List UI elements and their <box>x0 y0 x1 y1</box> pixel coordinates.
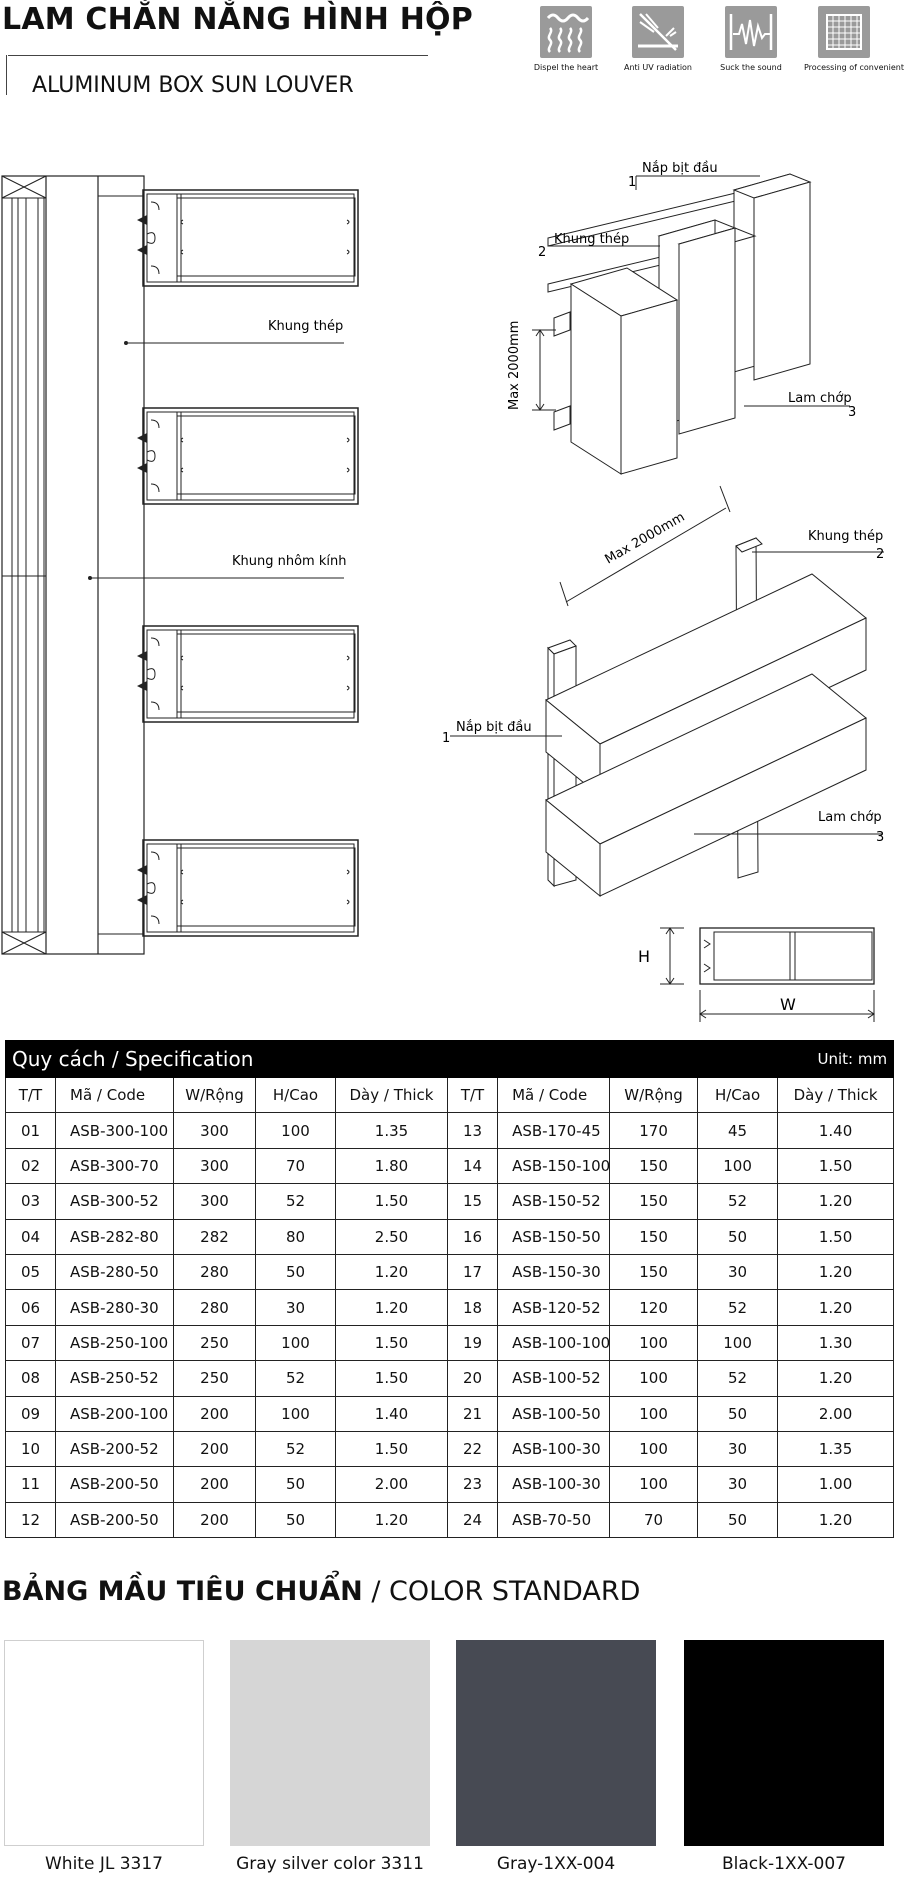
table-cell: 17 <box>448 1254 498 1289</box>
table-cell: 100 <box>610 1467 698 1502</box>
swatch-gray-silver <box>230 1640 430 1846</box>
sound-wave-icon <box>725 6 777 58</box>
table-cell: 100 <box>610 1431 698 1466</box>
table-cell: 300 <box>174 1184 256 1219</box>
table-cell: 1.40 <box>336 1396 448 1431</box>
callout-steel-frame-bottom: Khung thép <box>808 529 884 544</box>
table-cell: 05 <box>6 1254 56 1289</box>
table-cell: 1.20 <box>778 1254 894 1289</box>
callout-num-2: 2 <box>538 245 547 260</box>
table-cell: 14 <box>448 1148 498 1183</box>
feature-processing <box>804 6 904 72</box>
table-cell: 52 <box>256 1431 336 1466</box>
callout-louver-bottom: Lam chớp <box>818 810 882 825</box>
table-cell: 200 <box>174 1396 256 1431</box>
table-cell: 12 <box>6 1502 56 1537</box>
table-cell: 07 <box>6 1325 56 1360</box>
table-row <box>6 1396 894 1431</box>
table-cell: 06 <box>6 1290 56 1325</box>
table-cell: 30 <box>698 1254 778 1289</box>
table-cell: 18 <box>448 1290 498 1325</box>
table-cell: 1.20 <box>336 1502 448 1537</box>
table-cell: ASB-200-50 <box>56 1502 174 1537</box>
table-cell: 1.30 <box>778 1325 894 1360</box>
callout-steel-frame: Khung thép <box>554 232 630 247</box>
table-cell: 80 <box>256 1219 336 1254</box>
column-header: T/T <box>6 1078 56 1113</box>
table-cell: ASB-280-50 <box>56 1254 174 1289</box>
table-cell: 20 <box>448 1361 498 1396</box>
table-row <box>6 1431 894 1466</box>
table-cell: 11 <box>6 1467 56 1502</box>
table-cell: 30 <box>256 1290 336 1325</box>
table-cell: 30 <box>698 1467 778 1502</box>
section-drawing <box>2 176 358 954</box>
profile-h-label: H <box>638 947 651 966</box>
table-cell: ASB-100-30 <box>498 1467 610 1502</box>
table-cell: 01 <box>6 1113 56 1148</box>
table-cell: 100 <box>610 1361 698 1396</box>
table-row <box>6 1502 894 1537</box>
table-row <box>6 1148 894 1183</box>
table-cell: 2.50 <box>336 1219 448 1254</box>
table-cell: 1.50 <box>336 1431 448 1466</box>
swatch-label: Gray-1XX-004 <box>496 1854 616 1874</box>
table-cell: 282 <box>174 1219 256 1254</box>
column-header: Mã / Code <box>56 1078 174 1113</box>
table-cell: 100 <box>698 1325 778 1360</box>
table-row <box>6 1361 894 1396</box>
table-cell: 1.50 <box>778 1219 894 1254</box>
table-row <box>6 1184 894 1219</box>
table-cell: 30 <box>698 1431 778 1466</box>
table-cell: ASB-150-52 <box>498 1184 610 1219</box>
table-cell: 100 <box>610 1396 698 1431</box>
table-cell: 50 <box>698 1396 778 1431</box>
table-cell: 1.20 <box>336 1254 448 1289</box>
table-cell: 1.50 <box>778 1148 894 1183</box>
swatch-label: Black-1XX-007 <box>722 1854 846 1874</box>
table-cell: 100 <box>698 1148 778 1183</box>
column-header: Dày / Thick <box>778 1078 894 1113</box>
table-cell: 150 <box>610 1148 698 1183</box>
profile-w-label: W <box>780 995 796 1014</box>
table-cell: 13 <box>448 1113 498 1148</box>
table-cell: ASB-100-30 <box>498 1431 610 1466</box>
swatch-black <box>684 1640 884 1846</box>
table-cell: 24 <box>448 1502 498 1537</box>
table-cell: 100 <box>256 1113 336 1148</box>
table-cell: 150 <box>610 1219 698 1254</box>
table-cell: 02 <box>6 1148 56 1183</box>
spec-title: Quy cách / Specification <box>6 1041 498 1078</box>
heat-waves-icon <box>540 6 592 58</box>
table-cell: 100 <box>256 1396 336 1431</box>
table-cell: ASB-100-50 <box>498 1396 610 1431</box>
table-cell: 1.20 <box>778 1184 894 1219</box>
table-cell: 250 <box>174 1325 256 1360</box>
table-cell: ASB-70-50 <box>498 1502 610 1537</box>
table-cell: 09 <box>6 1396 56 1431</box>
table-cell: 200 <box>174 1467 256 1502</box>
swatch-label: White JL 3317 <box>45 1854 163 1874</box>
table-cell: 250 <box>174 1361 256 1396</box>
table-cell: 1.20 <box>336 1290 448 1325</box>
table-cell: 50 <box>698 1219 778 1254</box>
feature-dispel-heat <box>526 6 606 72</box>
column-header: H/Cao <box>256 1078 336 1113</box>
table-cell: 52 <box>698 1361 778 1396</box>
table-cell: ASB-282-80 <box>56 1219 174 1254</box>
table-cell: 23 <box>448 1467 498 1502</box>
table-cell: 10 <box>6 1431 56 1466</box>
table-cell: 300 <box>174 1148 256 1183</box>
column-header: W/Rộng <box>610 1078 698 1113</box>
table-cell: 1.40 <box>778 1113 894 1148</box>
table-cell: ASB-170-45 <box>498 1113 610 1148</box>
table-cell: 1.35 <box>778 1431 894 1466</box>
label-frame-glass: Khung nhôm kính <box>232 554 347 569</box>
column-header: Dày / Thick <box>336 1078 448 1113</box>
table-row <box>6 1325 894 1360</box>
swatch-white <box>4 1640 204 1846</box>
table-cell: ASB-150-100 <box>498 1148 610 1183</box>
table-cell: 70 <box>610 1502 698 1537</box>
table-cell: 52 <box>698 1184 778 1219</box>
table-cell: 52 <box>256 1361 336 1396</box>
table-row <box>6 1254 894 1289</box>
table-cell: 1.80 <box>336 1148 448 1183</box>
swatch-label: Gray silver color 3311 <box>236 1854 424 1874</box>
feature-label: Anti UV radiation <box>623 63 693 72</box>
table-cell: 150 <box>610 1254 698 1289</box>
table-cell: 70 <box>256 1148 336 1183</box>
table-cell: ASB-300-100 <box>56 1113 174 1148</box>
table-row <box>6 1113 894 1148</box>
callout-end-cap-bottom: Nắp bịt đầu <box>456 720 532 735</box>
table-cell: 2.00 <box>778 1396 894 1431</box>
table-cell: 50 <box>256 1467 336 1502</box>
table-cell: 1.35 <box>336 1113 448 1148</box>
table-cell: 50 <box>698 1502 778 1537</box>
profile-drawing <box>638 928 874 1022</box>
table-cell: 04 <box>6 1219 56 1254</box>
feature-sound <box>711 6 791 72</box>
table-cell: 1.20 <box>778 1361 894 1396</box>
table-cell: 280 <box>174 1290 256 1325</box>
table-cell: 19 <box>448 1325 498 1360</box>
dim-max-vertical: Max 2000mm <box>507 320 522 410</box>
table-cell: ASB-100-100 <box>498 1325 610 1360</box>
table-row <box>6 1290 894 1325</box>
table-cell: 21 <box>448 1396 498 1431</box>
table-cell: ASB-200-52 <box>56 1431 174 1466</box>
table-row <box>6 1467 894 1502</box>
table-header-row <box>6 1078 894 1113</box>
spec-unit: Unit: mm <box>498 1041 894 1078</box>
technical-drawings <box>0 150 887 1040</box>
table-cell: 1.50 <box>336 1325 448 1360</box>
callout-num-3: 3 <box>848 405 857 420</box>
callout-louver: Lam chớp <box>788 391 852 406</box>
table-cell: 2.00 <box>336 1467 448 1502</box>
feature-label: Suck the sound <box>720 63 782 72</box>
iso-horizontal-drawing <box>442 486 884 896</box>
table-cell: 50 <box>256 1254 336 1289</box>
table-cell: 22 <box>448 1431 498 1466</box>
table-cell: 52 <box>256 1184 336 1219</box>
callout-num-1: 1 <box>628 175 637 190</box>
table-cell: ASB-150-30 <box>498 1254 610 1289</box>
table-cell: ASB-200-100 <box>56 1396 174 1431</box>
table-cell: 1.50 <box>336 1361 448 1396</box>
dim-max-horizontal: Max 2000mm <box>602 509 688 568</box>
table-cell: 45 <box>698 1113 778 1148</box>
table-cell: 100 <box>256 1325 336 1360</box>
table-cell: ASB-150-50 <box>498 1219 610 1254</box>
color-standard-title-rest: / COLOR STANDARD <box>362 1576 641 1607</box>
feature-label: Processing of convenient <box>804 63 904 72</box>
table-cell: ASB-120-52 <box>498 1290 610 1325</box>
color-standard-title <box>2 1576 640 1607</box>
table-cell: 1.00 <box>778 1467 894 1502</box>
table-cell: 03 <box>6 1184 56 1219</box>
table-cell: ASB-300-70 <box>56 1148 174 1183</box>
column-header: H/Cao <box>698 1078 778 1113</box>
table-cell: ASB-100-52 <box>498 1361 610 1396</box>
callout-end-cap: Nắp bịt đầu <box>642 161 718 176</box>
table-cell: 120 <box>610 1290 698 1325</box>
table-cell: 1.20 <box>778 1502 894 1537</box>
table-cell: 170 <box>610 1113 698 1148</box>
label-frame-steel: Khung thép <box>268 319 344 334</box>
column-header: Mã / Code <box>498 1078 610 1113</box>
table-cell: 1.50 <box>336 1184 448 1219</box>
title-divider-tick <box>6 55 7 95</box>
uv-shield-icon <box>632 6 684 58</box>
table-cell: ASB-250-52 <box>56 1361 174 1396</box>
table-cell: ASB-280-30 <box>56 1290 174 1325</box>
color-standard-title-bold: BẢNG MẦU TIÊU CHUẨN <box>2 1576 363 1607</box>
table-cell: 08 <box>6 1361 56 1396</box>
column-header: W/Rộng <box>174 1078 256 1113</box>
table-cell: 200 <box>174 1431 256 1466</box>
swatch-gray <box>456 1640 656 1846</box>
table-cell: 50 <box>256 1502 336 1537</box>
table-cell: 200 <box>174 1502 256 1537</box>
spec-table <box>5 1040 894 1538</box>
feature-anti-uv <box>618 6 698 72</box>
table-cell: 280 <box>174 1254 256 1289</box>
table-cell: 100 <box>610 1325 698 1360</box>
callout-num-2-bottom: 2 <box>876 547 885 562</box>
table-cell: 16 <box>448 1219 498 1254</box>
callout-num-3-bottom: 3 <box>876 830 885 845</box>
table-cell: ASB-250-100 <box>56 1325 174 1360</box>
iso-vertical-drawing <box>507 161 856 474</box>
feature-label: Dispel the heart <box>533 63 599 72</box>
table-cell: 300 <box>174 1113 256 1148</box>
column-header: T/T <box>448 1078 498 1113</box>
page-subtitle: ALUMINUM BOX SUN LOUVER <box>32 73 354 98</box>
table-cell: 52 <box>698 1290 778 1325</box>
table-cell: 1.20 <box>778 1290 894 1325</box>
table-cell: ASB-300-52 <box>56 1184 174 1219</box>
table-row <box>6 1219 894 1254</box>
table-cell: 15 <box>448 1184 498 1219</box>
callout-num-1-bottom: 1 <box>442 731 451 746</box>
page-title: LAM CHẮN NẮNG HÌNH HỘP <box>2 2 473 37</box>
table-cell: 150 <box>610 1184 698 1219</box>
title-divider <box>8 55 428 56</box>
grid-processing-icon <box>818 6 870 58</box>
table-cell: ASB-200-50 <box>56 1467 174 1502</box>
